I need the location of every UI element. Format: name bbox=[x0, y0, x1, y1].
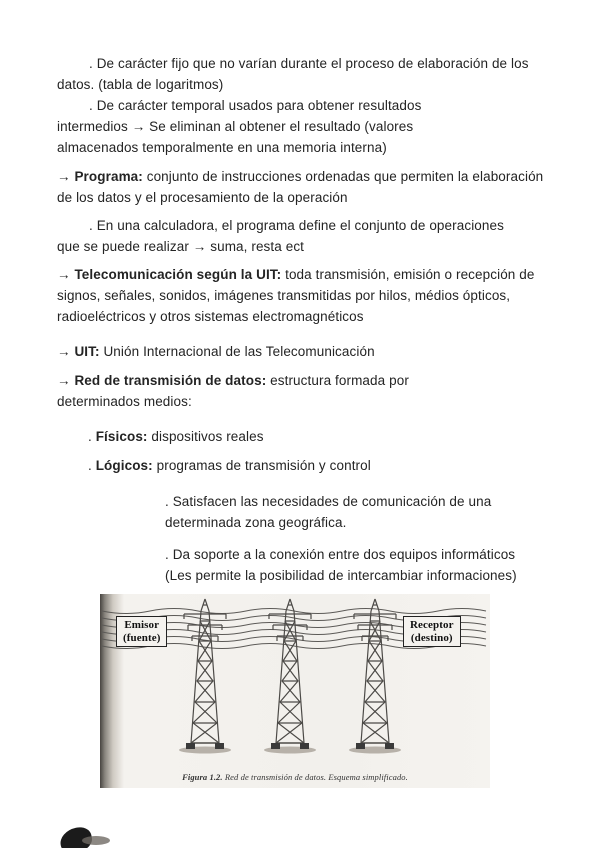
paragraph-red-transmision bbox=[57, 370, 477, 412]
paragraph-telecomunicacion bbox=[57, 264, 555, 327]
text-run: conjunto de instrucciones ordenadas que permiten la elaboración de los datos y el procesamiento de la operación bbox=[57, 169, 544, 205]
receiver-label-box bbox=[403, 616, 461, 647]
paragraph-fixed-character bbox=[57, 53, 555, 95]
text-run: . Da soporte a la conexión entre dos equipos informáticos (Les permite la posibilidad de intercambiar informaciones) bbox=[165, 547, 517, 583]
paragraph-programa bbox=[57, 166, 555, 208]
text-run: dispositivos reales bbox=[147, 429, 264, 444]
dot-bullet: . bbox=[88, 458, 96, 473]
figure-caption-number: Figura 1.2. bbox=[182, 772, 223, 782]
arrow-bullet: → bbox=[57, 169, 75, 184]
text-run: . De carácter temporal usados para obtener resultados intermedios → Se eliminan al obtener el resultado (valores almacenados temporalmente en una memoria interna) bbox=[57, 98, 422, 155]
term-logicos: Lógicos: bbox=[95, 458, 153, 473]
paragraph-logicos bbox=[88, 455, 555, 476]
term-uit: UIT: bbox=[74, 344, 100, 359]
text-run: programas de transmisión y control bbox=[152, 458, 371, 473]
paragraph-fisicos bbox=[88, 426, 555, 447]
text-run: toda transmisión, emisión o recepción de signos, señales, sonidos, imágenes transmitidas por hilos, médios ópticos, radioeléctricos y otros sistemas electromagnéticos bbox=[57, 267, 535, 324]
paragraph-calculadora bbox=[57, 215, 509, 257]
emitter-label-box bbox=[116, 616, 167, 647]
text-run: . De carácter fijo que no varían durante el proceso de elaboración de los datos. (tabla de logaritmos) bbox=[57, 56, 529, 92]
arrow-bullet: → bbox=[57, 344, 75, 359]
paragraph-da-soporte bbox=[165, 544, 527, 586]
figure-transmission-network bbox=[100, 594, 490, 788]
receiver-label-line2: (destino) bbox=[410, 631, 453, 644]
text-run: estructura formada por determinados medios: bbox=[57, 373, 409, 409]
emitter-label-line2: (fuente) bbox=[123, 631, 161, 644]
notes-text-column bbox=[57, 53, 555, 788]
arrow-bullet: → bbox=[57, 267, 75, 282]
receiver-label-line1: Receptor bbox=[410, 619, 454, 631]
dot-bullet: . bbox=[88, 429, 96, 444]
arrow-bullet: → bbox=[57, 373, 75, 388]
paragraph-temporal-character bbox=[57, 95, 494, 158]
term-telecomunicacion: Telecomunicación según la UIT: bbox=[74, 267, 282, 282]
emitter-label-line1: Emisor bbox=[124, 619, 160, 631]
figure-caption-text: Red de transmisión de datos. Esquema simplificado. bbox=[222, 772, 408, 782]
text-run: . Satisfacen las necesidades de comunicación de una determinada zona geográfica. bbox=[165, 494, 492, 530]
term-programa: Programa: bbox=[74, 169, 143, 184]
term-red-transmision: Red de transmisión de datos: bbox=[74, 373, 267, 388]
text-run: Unión Internacional de las Telecomunicación bbox=[99, 344, 375, 359]
text-run: . En una calculadora, el programa define el conjunto de operaciones que se puede realizar → suma, resta ect bbox=[57, 218, 504, 254]
term-fisicos: Físicos: bbox=[95, 429, 148, 444]
ink-blotch-artifact bbox=[60, 825, 110, 848]
paragraph-satisfacen bbox=[165, 491, 527, 533]
paragraph-uit bbox=[57, 341, 555, 362]
figure-caption bbox=[100, 767, 490, 788]
